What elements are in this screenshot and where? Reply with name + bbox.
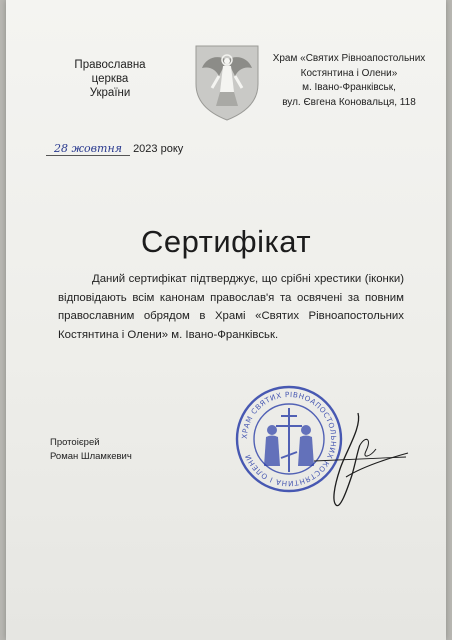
signer-block <box>50 436 132 464</box>
temple-line-2: Костянтина і Олени» <box>300 67 398 79</box>
church-line-1: Православна <box>74 59 146 71</box>
church-line-2: церква <box>91 73 129 85</box>
certificate-body: Даний сертифікат підтверджує, що срібні хрестики (іконки) відповідають всім канонам православ'я та освячені за повним православним обрядом в Храмі «Святих Рівноапостольних Костянтина і Олени» м. Івано-Франківськ. <box>58 273 404 341</box>
temple-line-1: Храм «Святих Рівноапостольних <box>272 53 426 64</box>
handwritten-signature-icon <box>306 405 416 515</box>
certificate-paper <box>6 0 446 640</box>
signer-name: Роман Шламкевич <box>50 451 132 462</box>
church-name <box>50 58 170 100</box>
certificate-title: Сертифікат <box>140 224 312 259</box>
handwritten-date: 28 жовтня <box>46 142 130 156</box>
seal-text: ХРАМ СВЯТИХ РІВНОАПОСТОЛЬНИХ КОСТЯНТИНА І ОЛЕНИ <box>239 389 339 489</box>
signer-title: Протоієрей <box>50 437 100 448</box>
date-year: 2023 року <box>133 143 184 155</box>
temple-line-4: вул. Євгена Коновальця, 118 <box>282 96 416 108</box>
certificate-date <box>46 142 183 156</box>
church-line-3: України <box>89 87 131 99</box>
church-emblem-icon <box>192 40 262 122</box>
temple-line-3: м. Івано-Франківськ, <box>302 82 396 93</box>
temple-address <box>264 52 434 110</box>
